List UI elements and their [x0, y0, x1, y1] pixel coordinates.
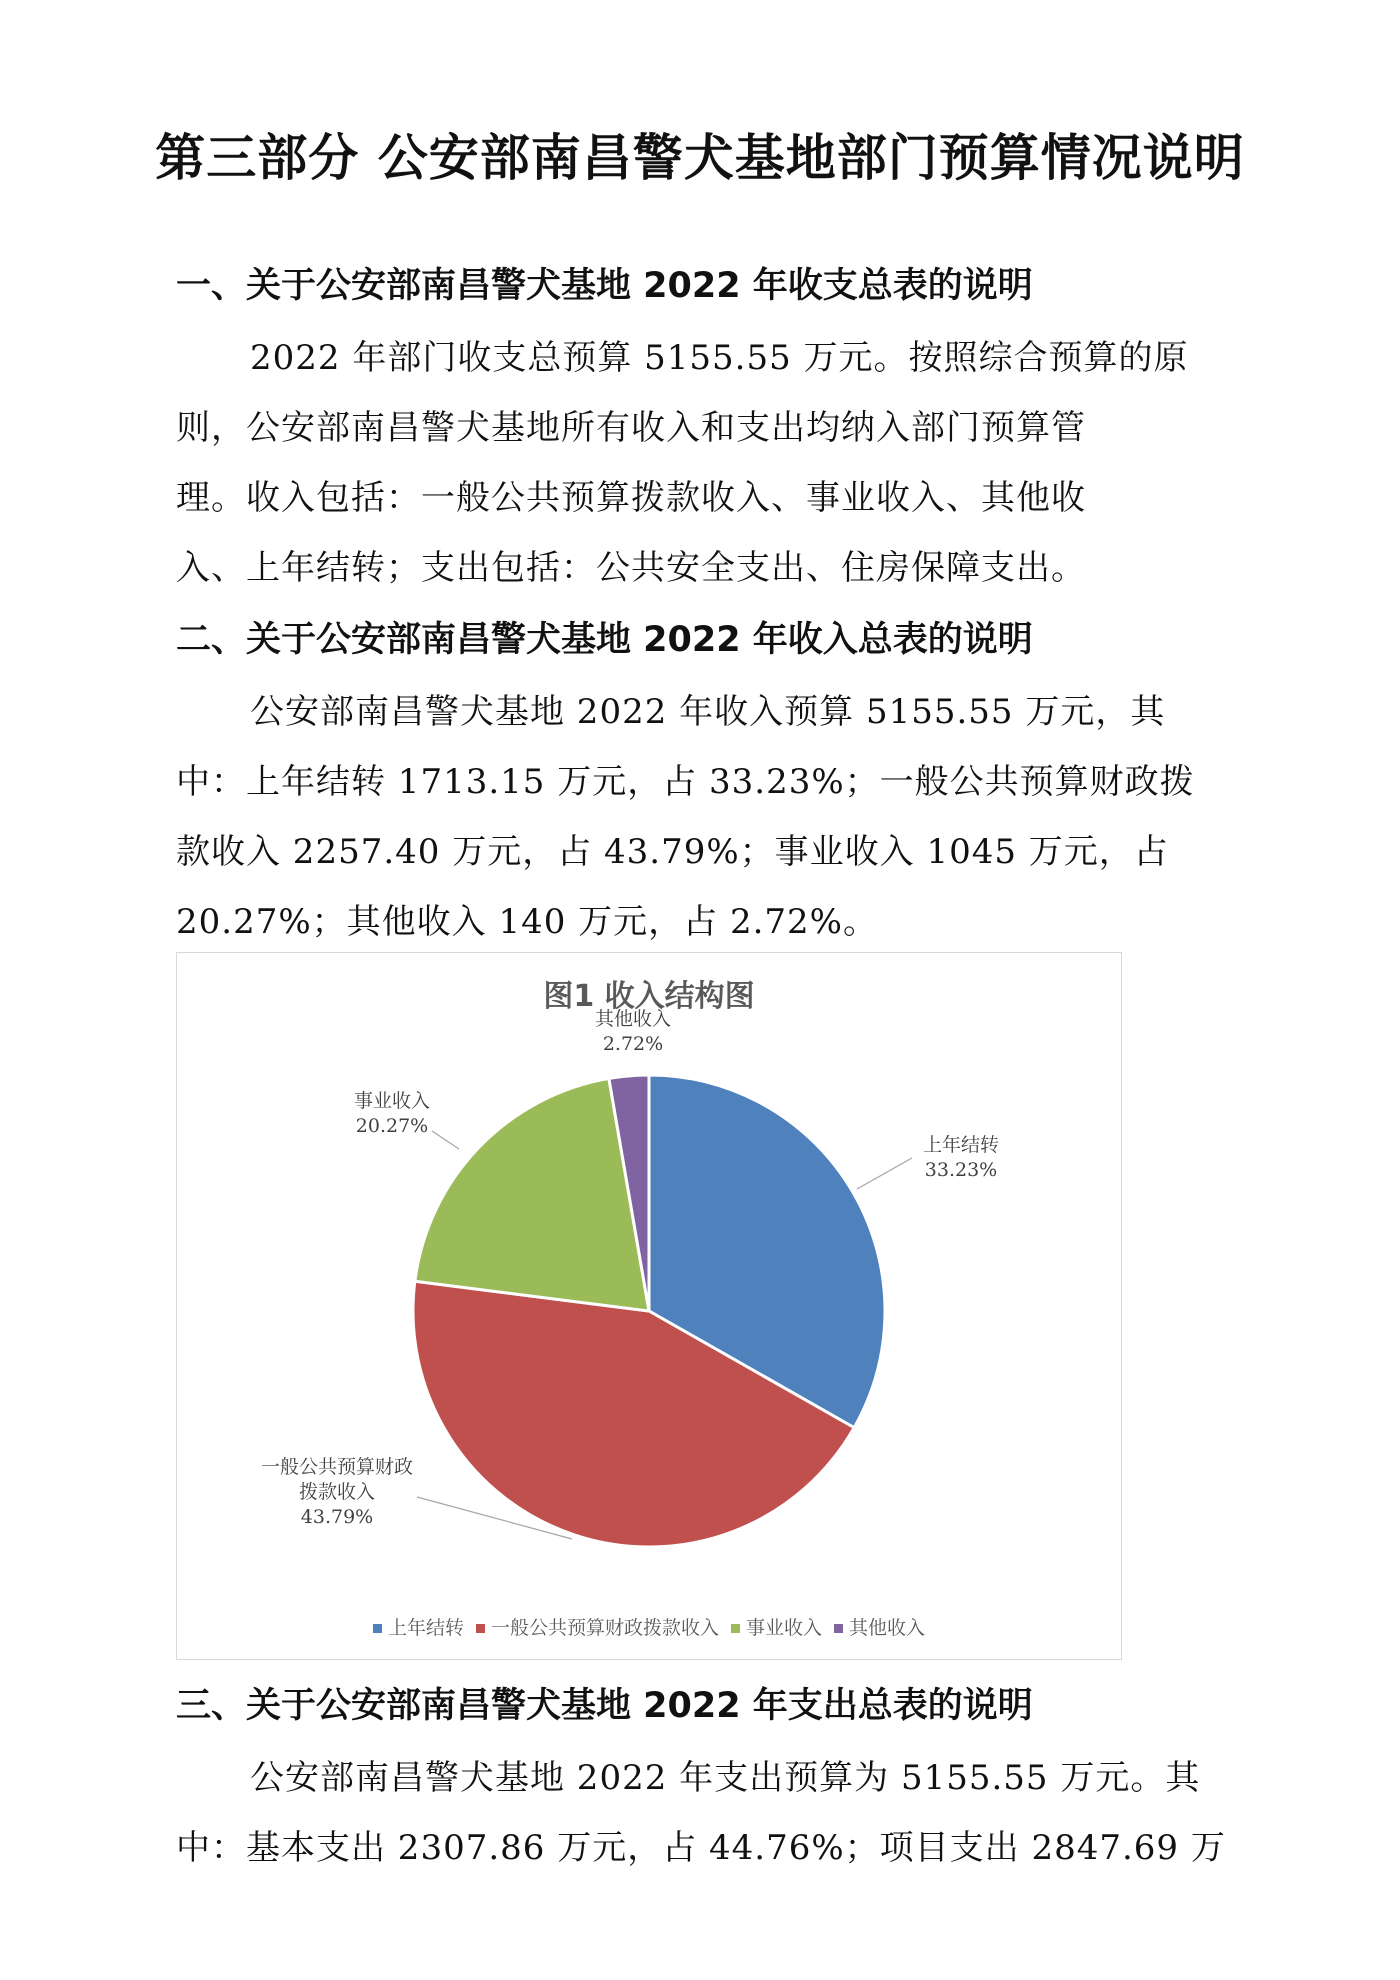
section2-heading: 二、关于公安部南昌警犬基地 2022 年收入总表的说明 [176, 620, 1033, 660]
section3-line-2: 中：基本支出 2307.86 万元，占 44.76%；项目支出 2847.69 万 [176, 1828, 1226, 1868]
leader-line-3 [432, 1131, 459, 1149]
section1-heading: 一、关于公安部南昌警犬基地 2022 年收支总表的说明 [176, 266, 1033, 306]
legend-item-1 [373, 1613, 464, 1640]
section2-line-4: 20.27%；其他收入 140 万元，占 2.72%。 [176, 902, 878, 942]
legend-swatch-2 [476, 1624, 485, 1633]
section1-line-4: 入、上年结转；支出包括：公共安全支出、住房保障支出。 [176, 548, 1086, 588]
legend-label-4: 其他收入 [849, 1617, 926, 1639]
legend-item-4 [834, 1613, 925, 1640]
section2-line-3: 款收入 2257.40 万元，占 43.79%；事业收入 1045 万元，占 [176, 832, 1169, 872]
pie-chart-svg [177, 953, 1123, 1661]
legend-label-1: 上年结转 [387, 1617, 464, 1639]
chart-title: 图1 收入结构图 [543, 979, 755, 1014]
section3-line-1: 公安部南昌警犬基地 2022 年支出预算为 5155.55 万元。其 [250, 1758, 1201, 1798]
section2-line-1: 公安部南昌警犬基地 2022 年收入预算 5155.55 万元，其 [250, 692, 1166, 732]
section2-line-2: 中：上年结转 1713.15 万元，占 33.23%；一般公共预算财政拨 [176, 762, 1195, 802]
legend-swatch-1 [373, 1624, 382, 1633]
section1-line-3: 理。收入包括：一般公共预算拨款收入、事业收入、其他收 [176, 478, 1086, 518]
legend-label-3: 事业收入 [746, 1617, 823, 1639]
section3-heading: 三、关于公安部南昌警犬基地 2022 年支出总表的说明 [176, 1686, 1033, 1726]
leader-line-1 [857, 1158, 912, 1189]
data-label-4: 其他收入 2.72% [594, 1008, 672, 1055]
legend-swatch-4 [834, 1624, 843, 1633]
legend-item-2 [476, 1613, 719, 1640]
section1-line-2: 则，公安部南昌警犬基地所有收入和支出均纳入部门预算管 [176, 408, 1086, 448]
section1-line-1: 2022 年部门收支总预算 5155.55 万元。按照综合预算的原 [250, 338, 1189, 378]
legend-swatch-3 [731, 1624, 740, 1633]
chart-legend [177, 1613, 1121, 1640]
data-label-3: 事业收入 20.27% [353, 1090, 431, 1137]
page-title: 第三部分 公安部南昌警犬基地部门预算情况说明 [155, 128, 1245, 187]
data-label-1: 上年结转 33.23% [922, 1134, 1000, 1181]
data-label-2: 一般公共预算财政拨款收入 43.79% [260, 1456, 414, 1528]
income-structure-chart [176, 952, 1122, 1660]
legend-item-3 [731, 1613, 822, 1640]
legend-label-2: 一般公共预算财政拨款收入 [490, 1617, 719, 1639]
